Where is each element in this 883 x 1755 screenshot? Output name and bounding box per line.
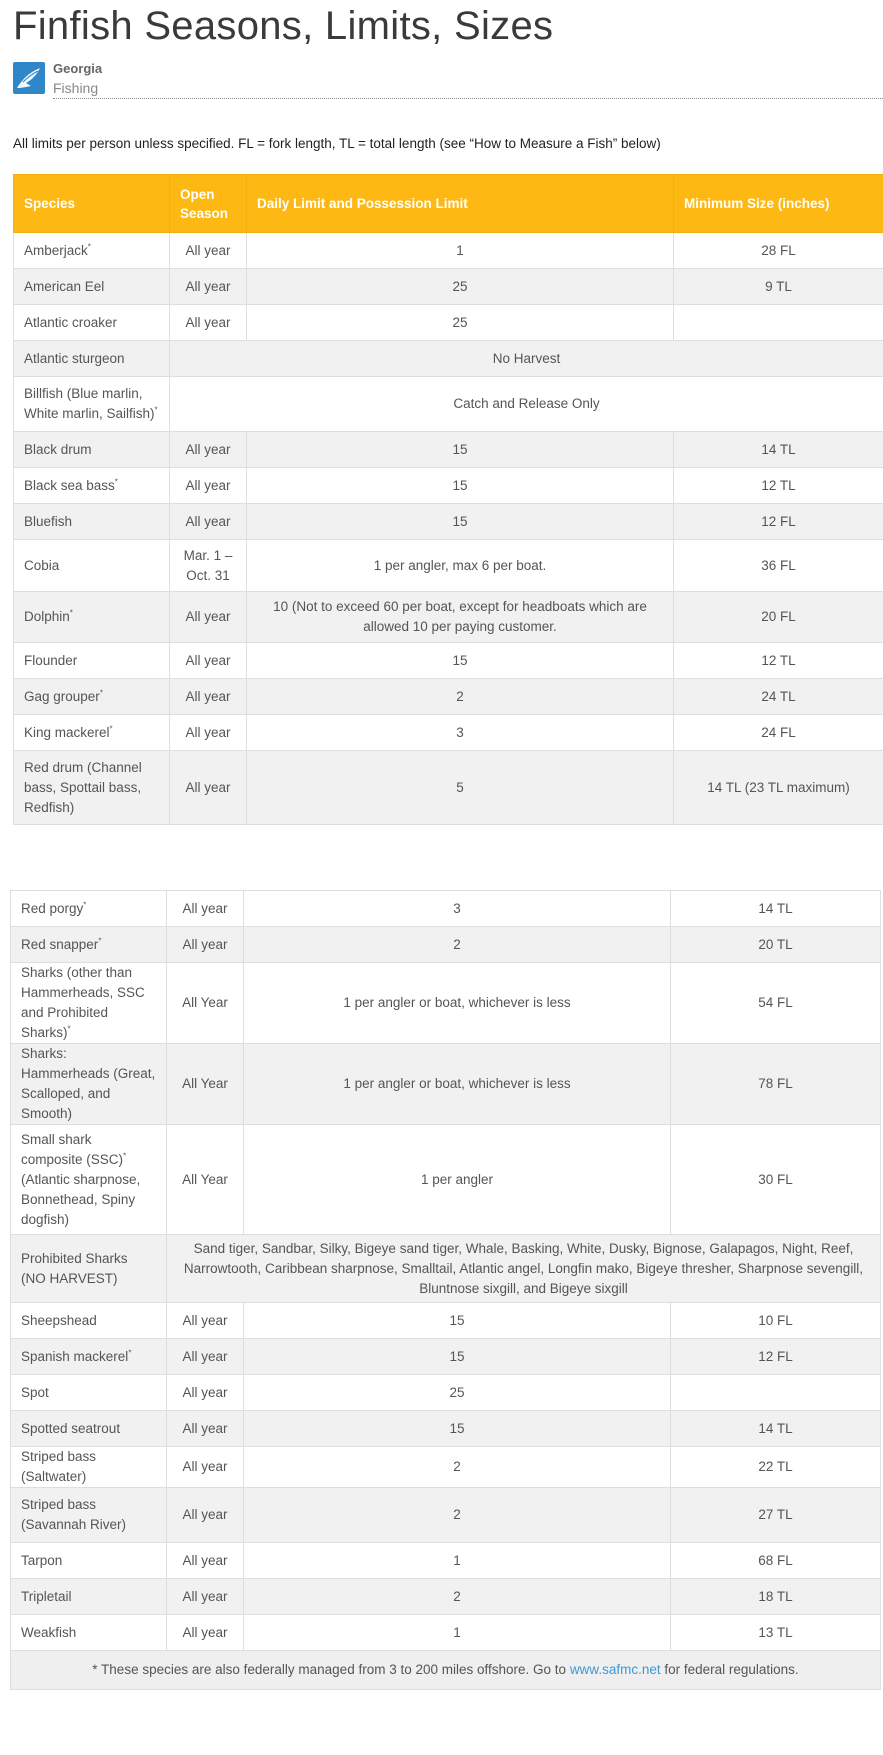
minimum-size-cell: 28 FL: [674, 233, 883, 269]
regulation-note: Sand tiger, Sandbar, Silky, Bigeye sand tiger, Whale, Basking, White, Dusky, Bignose, Galapagos, Night, Reef, Narrowtooth, Caribbean sharpnose, Smalltail, Atlantic angel, Longfin mako, Bigeye thresher, Sharpnose sevengill, Bluntnose sixgill, and Bigeye sixgill: [167, 1235, 881, 1303]
species-name: Weakfish: [21, 1624, 77, 1640]
table-row: [14, 504, 883, 540]
table-row: [11, 1125, 881, 1235]
federal-mark: *: [67, 1024, 71, 1034]
federal-mark: *: [69, 608, 73, 618]
source-attribution: [13, 60, 883, 100]
species-cell: [14, 305, 170, 341]
table-row: [14, 679, 883, 715]
open-season-cell: All year: [170, 643, 247, 679]
species-cell: [11, 1488, 167, 1543]
table-row: [14, 540, 883, 592]
species-cell: [11, 1447, 167, 1488]
daily-limit-cell: 1 per angler, max 6 per boat.: [247, 540, 674, 592]
species-cell: [14, 269, 170, 305]
open-season-cell: All year: [167, 1488, 244, 1543]
species-name: Sheepshead: [21, 1312, 97, 1328]
minimum-size-cell: 14 TL: [671, 1411, 881, 1447]
open-season-cell: All year: [167, 891, 244, 927]
species-name: Striped bass (Savannah River): [21, 1497, 127, 1532]
minimum-size-cell: [671, 1375, 881, 1411]
species-name: Dolphin: [24, 609, 70, 624]
minimum-size-cell: 54 FL: [671, 963, 881, 1044]
table-header-row: [14, 175, 883, 233]
table-row: [11, 1044, 881, 1125]
table-row: [14, 305, 883, 341]
species-cell: [14, 341, 170, 377]
table-row: [11, 927, 881, 963]
federal-mark: *: [83, 900, 87, 909]
minimum-size-cell: 14 TL: [671, 891, 881, 927]
species-name: Spot: [21, 1384, 49, 1400]
table-row: [11, 1303, 881, 1339]
open-season-cell: All year: [170, 751, 247, 825]
species-cell: [11, 1125, 167, 1235]
regulation-note: Catch and Release Only: [170, 377, 883, 432]
daily-limit-cell: 2: [247, 679, 674, 715]
species-cell: [11, 1044, 167, 1125]
daily-limit-cell: 2: [244, 1488, 671, 1543]
species-name: Black sea bass: [24, 477, 115, 493]
footnote: [11, 1651, 881, 1690]
minimum-size-cell: 36 FL: [674, 540, 883, 592]
table-row: [11, 1488, 881, 1543]
open-season-cell: All year: [167, 1447, 244, 1488]
minimum-size-cell: 24 TL: [674, 679, 883, 715]
species-name: Spotted seatrout: [21, 1420, 121, 1436]
species-name: Black drum: [24, 441, 92, 457]
minimum-size-cell: 20 TL: [671, 927, 881, 963]
daily-limit-cell: 15: [244, 1303, 671, 1339]
species-cell: [11, 963, 167, 1044]
open-season-cell: All year: [167, 1543, 244, 1579]
species-name: Atlantic sturgeon: [24, 350, 125, 366]
federal-mark: *: [114, 477, 118, 486]
table-row: [11, 1375, 881, 1411]
minimum-size-cell: [674, 305, 883, 341]
minimum-size-cell: 12 FL: [671, 1339, 881, 1375]
minimum-size-cell: 18 TL: [671, 1579, 881, 1615]
minimum-size-cell: 24 FL: [674, 715, 883, 751]
species-name: Cobia: [24, 557, 60, 573]
federal-mark: *: [99, 688, 103, 697]
species-cell: [11, 1235, 167, 1303]
header-minimum-size: Minimum Size (inches): [674, 175, 883, 233]
header-species: Species: [14, 175, 170, 233]
open-season-cell: All year: [170, 468, 247, 504]
species-cell: [11, 1303, 167, 1339]
species-name: Gag grouper: [24, 688, 100, 704]
species-cell: [11, 1339, 167, 1375]
federal-mark: *: [123, 1151, 127, 1160]
species-name: Spanish mackerel: [21, 1348, 129, 1364]
table-row: [11, 891, 881, 927]
daily-limit-cell: 3: [244, 891, 671, 927]
regulations-table-continued: [10, 890, 881, 1690]
open-season-cell: All year: [167, 1339, 244, 1375]
minimum-size-cell: 27 TL: [671, 1488, 881, 1543]
minimum-size-cell: 10 FL: [671, 1303, 881, 1339]
minimum-size-cell: 12 TL: [674, 643, 883, 679]
table-row: [14, 751, 883, 825]
open-season-cell: All year: [170, 233, 247, 269]
species-name: Sharks (other than Hammerheads, SSC and Prohibited Sharks): [21, 965, 145, 1040]
table-row: [14, 468, 883, 504]
species-cell: [14, 432, 170, 468]
species-cell: [14, 751, 170, 825]
species-name: Small shark composite (SSC): [21, 1131, 124, 1167]
species-cell: [11, 927, 167, 963]
table-row: [11, 1615, 881, 1651]
daily-limit-cell: 1 per angler or boat, whichever is less: [244, 1044, 671, 1125]
species-cell: [14, 592, 170, 643]
daily-limit-cell: 1 per angler or boat, whichever is less: [244, 963, 671, 1044]
open-season-cell: All year: [170, 269, 247, 305]
species-name: Amberjack: [24, 242, 88, 258]
species-cell: [11, 1375, 167, 1411]
species-name: American Eel: [24, 278, 105, 294]
table-row: [14, 341, 883, 377]
table-row: [14, 377, 883, 432]
daily-limit-cell: 15: [247, 468, 674, 504]
open-season-cell: All year: [170, 679, 247, 715]
daily-limit-cell: 1: [244, 1543, 671, 1579]
daily-limit-cell: 3: [247, 715, 674, 751]
open-season-cell: All year: [167, 1579, 244, 1615]
footnote-row: [11, 1651, 881, 1690]
species-name: Tarpon: [21, 1552, 63, 1568]
federal-mark: *: [87, 242, 91, 251]
species-cell: [14, 377, 170, 432]
minimum-size-cell: 20 FL: [674, 592, 883, 643]
species-cell: [14, 233, 170, 269]
daily-limit-cell: 10 (Not to exceed 60 per boat, except for headboats which are allowed 10 per paying customer.: [247, 592, 674, 643]
species-cell: [11, 1411, 167, 1447]
species-name: Flounder: [24, 652, 78, 668]
daily-limit-cell: 15: [247, 504, 674, 540]
source-name[interactable]: Georgia: [53, 61, 103, 76]
minimum-size-cell: 78 FL: [671, 1044, 881, 1125]
footnote-text: * These species are also federally managed from 3 to 200 miles offshore. Go to: [92, 1662, 570, 1677]
species-name: Red snapper: [21, 936, 99, 952]
open-season-cell: All year: [167, 927, 244, 963]
footnote-text-end: for federal regulations.: [660, 1662, 799, 1677]
fish-icon[interactable]: [13, 62, 45, 94]
table-row: [14, 269, 883, 305]
table-row: [11, 1411, 881, 1447]
species-cell: [11, 891, 167, 927]
table-row: [11, 1543, 881, 1579]
federal-mark: *: [98, 936, 102, 945]
regulations-table: [13, 174, 883, 825]
intro-text: All limits per person unless specified. FL = fork length, TL = total length (see “How to Measure a Fish” below): [13, 136, 661, 151]
species-name: Bluefish: [24, 513, 73, 529]
open-season-cell: All year: [170, 504, 247, 540]
species-cell: [11, 1579, 167, 1615]
species-name: Billfish (Blue marlin, White marlin, Sailfish): [24, 386, 155, 421]
daily-limit-cell: 15: [247, 432, 674, 468]
species-name: Prohibited Sharks (NO HARVEST): [21, 1250, 128, 1286]
species-name: King mackerel: [24, 724, 110, 740]
species-name: Atlantic croaker: [24, 314, 118, 330]
header-daily-limit: Daily Limit and Possession Limit: [247, 175, 674, 233]
species-cell: [14, 468, 170, 504]
daily-limit-cell: 2: [244, 1447, 671, 1488]
species-name: Striped bass (Saltwater): [21, 1449, 97, 1484]
species-cell: [14, 715, 170, 751]
federal-mark: *: [128, 1348, 132, 1357]
open-season-cell: All year: [167, 1303, 244, 1339]
species-name: Tripletail: [21, 1588, 72, 1604]
open-season-cell: All Year: [167, 1125, 244, 1235]
species-cell: [14, 643, 170, 679]
table-row: [11, 1235, 881, 1303]
table-row: [11, 1579, 881, 1615]
federal-mark: *: [154, 405, 158, 415]
daily-limit-cell: 1: [244, 1615, 671, 1651]
open-season-cell: All year: [170, 432, 247, 468]
species-detail: (Atlantic sharpnose, Bonnethead, Spiny dogfish): [21, 1171, 141, 1227]
open-season-cell: All year: [167, 1375, 244, 1411]
minimum-size-cell: 13 TL: [671, 1615, 881, 1651]
open-season-cell: All year: [170, 715, 247, 751]
open-season-cell: All Year: [167, 1044, 244, 1125]
table-row: [14, 432, 883, 468]
open-season-cell: All year: [167, 1615, 244, 1651]
open-season-cell: All year: [170, 305, 247, 341]
minimum-size-cell: 9 TL: [674, 269, 883, 305]
open-season-cell: Mar. 1 – Oct. 31: [170, 540, 247, 592]
safmc-link[interactable]: www.safmc.net: [569, 1662, 661, 1677]
species-name: Red drum (Channel bass, Spottail bass, Redfish): [24, 759, 142, 815]
daily-limit-cell: 1: [247, 233, 674, 269]
open-season-cell: All Year: [167, 963, 244, 1044]
species-cell: [14, 540, 170, 592]
table-row: [14, 715, 883, 751]
minimum-size-cell: 22 TL: [671, 1447, 881, 1488]
daily-limit-cell: 1 per angler: [244, 1125, 671, 1235]
minimum-size-cell: 68 FL: [671, 1543, 881, 1579]
species-name: Red porgy: [21, 900, 84, 916]
header-open-season: Open Season: [170, 175, 247, 233]
page-title: Finfish Seasons, Limits, Sizes: [13, 4, 554, 48]
minimum-size-cell: 12 TL: [674, 468, 883, 504]
daily-limit-cell: 2: [244, 1579, 671, 1615]
daily-limit-cell: 2: [244, 927, 671, 963]
minimum-size-cell: 14 TL (23 TL maximum): [674, 751, 883, 825]
daily-limit-cell: 15: [247, 643, 674, 679]
minimum-size-cell: 30 FL: [671, 1125, 881, 1235]
table-row: [14, 233, 883, 269]
table-row: [11, 963, 881, 1044]
daily-limit-cell: 25: [247, 305, 674, 341]
daily-limit-cell: 25: [247, 269, 674, 305]
open-season-cell: All year: [167, 1411, 244, 1447]
regulation-note: No Harvest: [170, 341, 883, 377]
daily-limit-cell: 15: [244, 1339, 671, 1375]
table-row: [11, 1339, 881, 1375]
table-body: [14, 233, 883, 825]
minimum-size-cell: 14 TL: [674, 432, 883, 468]
daily-limit-cell: 15: [244, 1411, 671, 1447]
species-cell: [14, 679, 170, 715]
table-body: [11, 891, 881, 1651]
minimum-size-cell: 12 FL: [674, 504, 883, 540]
source-category: Fishing: [53, 80, 99, 96]
species-cell: [11, 1615, 167, 1651]
open-season-cell: All year: [170, 592, 247, 643]
table-row: [11, 1447, 881, 1488]
daily-limit-cell: 25: [244, 1375, 671, 1411]
table-row: [14, 592, 883, 643]
table-row: [14, 643, 883, 679]
source-text: [53, 60, 883, 99]
species-name: Sharks: Hammerheads (Great, Scalloped, and Smooth): [21, 1046, 156, 1121]
species-cell: [14, 504, 170, 540]
species-cell: [11, 1543, 167, 1579]
federal-mark: *: [109, 724, 113, 733]
daily-limit-cell: 5: [247, 751, 674, 825]
